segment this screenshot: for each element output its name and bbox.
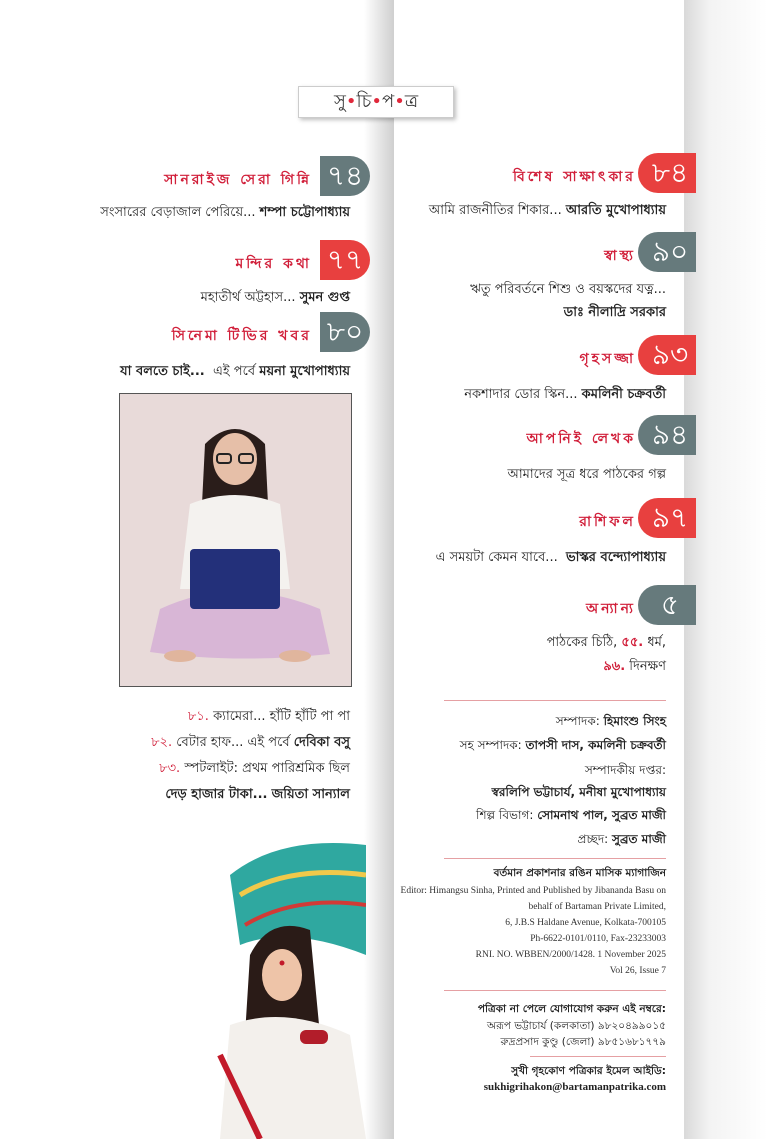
- imprint-line: 6, J.B.S Haldane Avenue, Kolkata-700105: [505, 918, 666, 928]
- credit-co-editor: সহ সম্পাদক: তাপসী দাস, কমলিনী চক্রবর্তী: [459, 738, 666, 752]
- page-title: সু•চি•প•ত্র: [298, 86, 454, 118]
- item-83-continued[interactable]: দেড় হাজার টাকা... জয়িতা সান্যাল: [165, 787, 350, 802]
- page-number-badge: ৫: [638, 585, 696, 625]
- page-number-badge: ৯০: [638, 232, 696, 272]
- page-number-badge: ৮০: [320, 312, 370, 352]
- item-82[interactable]: ৮২. বেটার হাফ... এই পর্বে দেবিকা বসু: [151, 735, 350, 750]
- page-number-badge: ৭৪: [320, 156, 370, 196]
- email-heading: সুখী গৃহকোণ পত্রিকার ইমেল আইডি:: [511, 1065, 666, 1077]
- title-part: ত্র: [404, 91, 419, 112]
- credit-dept: স্বরলিপি ভট্টাচার্য, মনীষা মুখোপাধ্যায়: [491, 785, 666, 799]
- article-line-interview[interactable]: আমি রাজনীতির শিকার... আরতি মুখোপাধ্যায়: [428, 203, 666, 218]
- article-line-cinema[interactable]: যা বলতে চাই... এই পর্বে ময়না মুখোপাধ্যায়: [120, 364, 350, 379]
- imprint-line: RNI. NO. WBBEN/2000/1428. 1 November 2025: [475, 950, 666, 960]
- article-line-mandir[interactable]: মহাতীর্থ অট্টহাস... সুমন গুপ্ত: [200, 290, 350, 305]
- divider: [444, 858, 666, 859]
- article-line-rashifal[interactable]: এ সময়টা কেমন যাবে... ভাস্কর বন্দ্যোপাধ্যায়: [435, 550, 666, 565]
- page-number-badge: ৯৪: [638, 415, 696, 455]
- credit-cover: প্রচ্ছদ: সুব্রত মাজী: [577, 832, 666, 846]
- credit-dept-label: সম্পাদকীয় দপ্তর:: [584, 763, 666, 777]
- imprint-line: behalf of Bartaman Private Limited,: [528, 902, 666, 912]
- contact-heading: পত্রিকা না পেলে যোগাযোগ করুন এই নম্বরে:: [477, 1003, 666, 1015]
- section-title-others[interactable]: অন্যান্য: [585, 601, 636, 617]
- section-title-cinema[interactable]: সিনেমা টিভির খবর: [171, 328, 312, 344]
- title-part: চি: [356, 91, 372, 112]
- imprint-line: Vol 26, Issue 7: [609, 966, 666, 976]
- title-part: সু: [333, 91, 346, 112]
- others-line-2[interactable]: ৯৬. দিনক্ষণ: [603, 659, 666, 674]
- article-line-health[interactable]: ঋতু পরিবর্তনে শিশু ও বয়স্কদের যত্ন...: [470, 282, 666, 297]
- email-address[interactable]: sukhigrihakon@bartamanpatrika.com: [483, 1081, 666, 1093]
- imprint-heading: বর্তমান প্রকাশনার রঙিন মাসিক ম্যাগাজিন: [493, 867, 666, 879]
- article-line-sunrise[interactable]: সংসারের বেড়াজাল পেরিয়ে... শম্পা চট্টোপাধ্যায়: [100, 205, 350, 220]
- section-title-health[interactable]: স্বাস্থ্য: [604, 248, 636, 264]
- page-number-badge: ৯৭: [638, 498, 696, 538]
- article-line-home-decor[interactable]: নকশাদার ডোর স্কিন... কমলিনী চক্রবর্তী: [464, 387, 666, 402]
- others-line-1[interactable]: পাঠকের চিঠি, ৫৫. ধর্ম,: [546, 635, 666, 650]
- item-81[interactable]: ৮১. ক্যামেরা... হাঁটি হাঁটি পা পা: [187, 709, 350, 724]
- credit-editor: সম্পাদক: হিমাংশু সিংহ: [555, 714, 666, 728]
- cover-photo-actress-laptop: [119, 393, 352, 687]
- divider: [530, 1056, 666, 1057]
- contact-line-district: রুদ্রপ্রসাদ কুণ্ডু (জেলা) ৯৮৫১৬৮১৭৭৯: [500, 1036, 666, 1048]
- page-number-badge: ৭৭: [320, 240, 370, 280]
- divider: [444, 990, 666, 991]
- section-title-interview[interactable]: বিশেষ সাক্ষাৎকার: [512, 169, 636, 185]
- page-number-badge: ৯৩: [638, 335, 696, 375]
- section-title-home-decor[interactable]: গৃহসজ্জা: [579, 351, 636, 367]
- cover-photo-woman-rickshaw: [200, 835, 366, 1139]
- item-83[interactable]: ৮৩. স্পটলাইট: প্রথম পারিশ্রমিক ছিল: [159, 761, 350, 776]
- imprint-line: Ph-6622-0101/0110, Fax-23233003: [530, 934, 666, 944]
- section-title-mandir[interactable]: মন্দির কথা: [235, 256, 312, 272]
- credit-art: শিল্প বিভাগ: সোমনাথ পাল, সুব্রত মাজী: [476, 808, 666, 822]
- section-title-apnii-lekhok[interactable]: আপনিই লেখক: [526, 431, 636, 447]
- divider: [444, 700, 666, 701]
- article-author-health: ডাঃ নীলাদ্রি সরকার: [563, 305, 666, 320]
- imprint-line: Editor: Himangsu Sinha, Printed and Published by Jibananda Basu on: [400, 886, 666, 896]
- title-part: প: [381, 91, 395, 112]
- page-number-badge: ৮৪: [638, 153, 696, 193]
- article-line-apnii-lekhok[interactable]: আমাদের সূত্র ধরে পাঠকের গল্প: [507, 467, 666, 482]
- section-title-sunrise[interactable]: সানরাইজ সেরা গিন্নি: [164, 172, 312, 188]
- contact-line-kolkata: অরূপ ভট্টাচার্য (কলকাতা) ৯৮২০৪৯৯০১৫: [487, 1020, 666, 1032]
- section-title-rashifal[interactable]: রাশিফল: [579, 514, 636, 530]
- page-edge-shadow: [684, 0, 768, 1139]
